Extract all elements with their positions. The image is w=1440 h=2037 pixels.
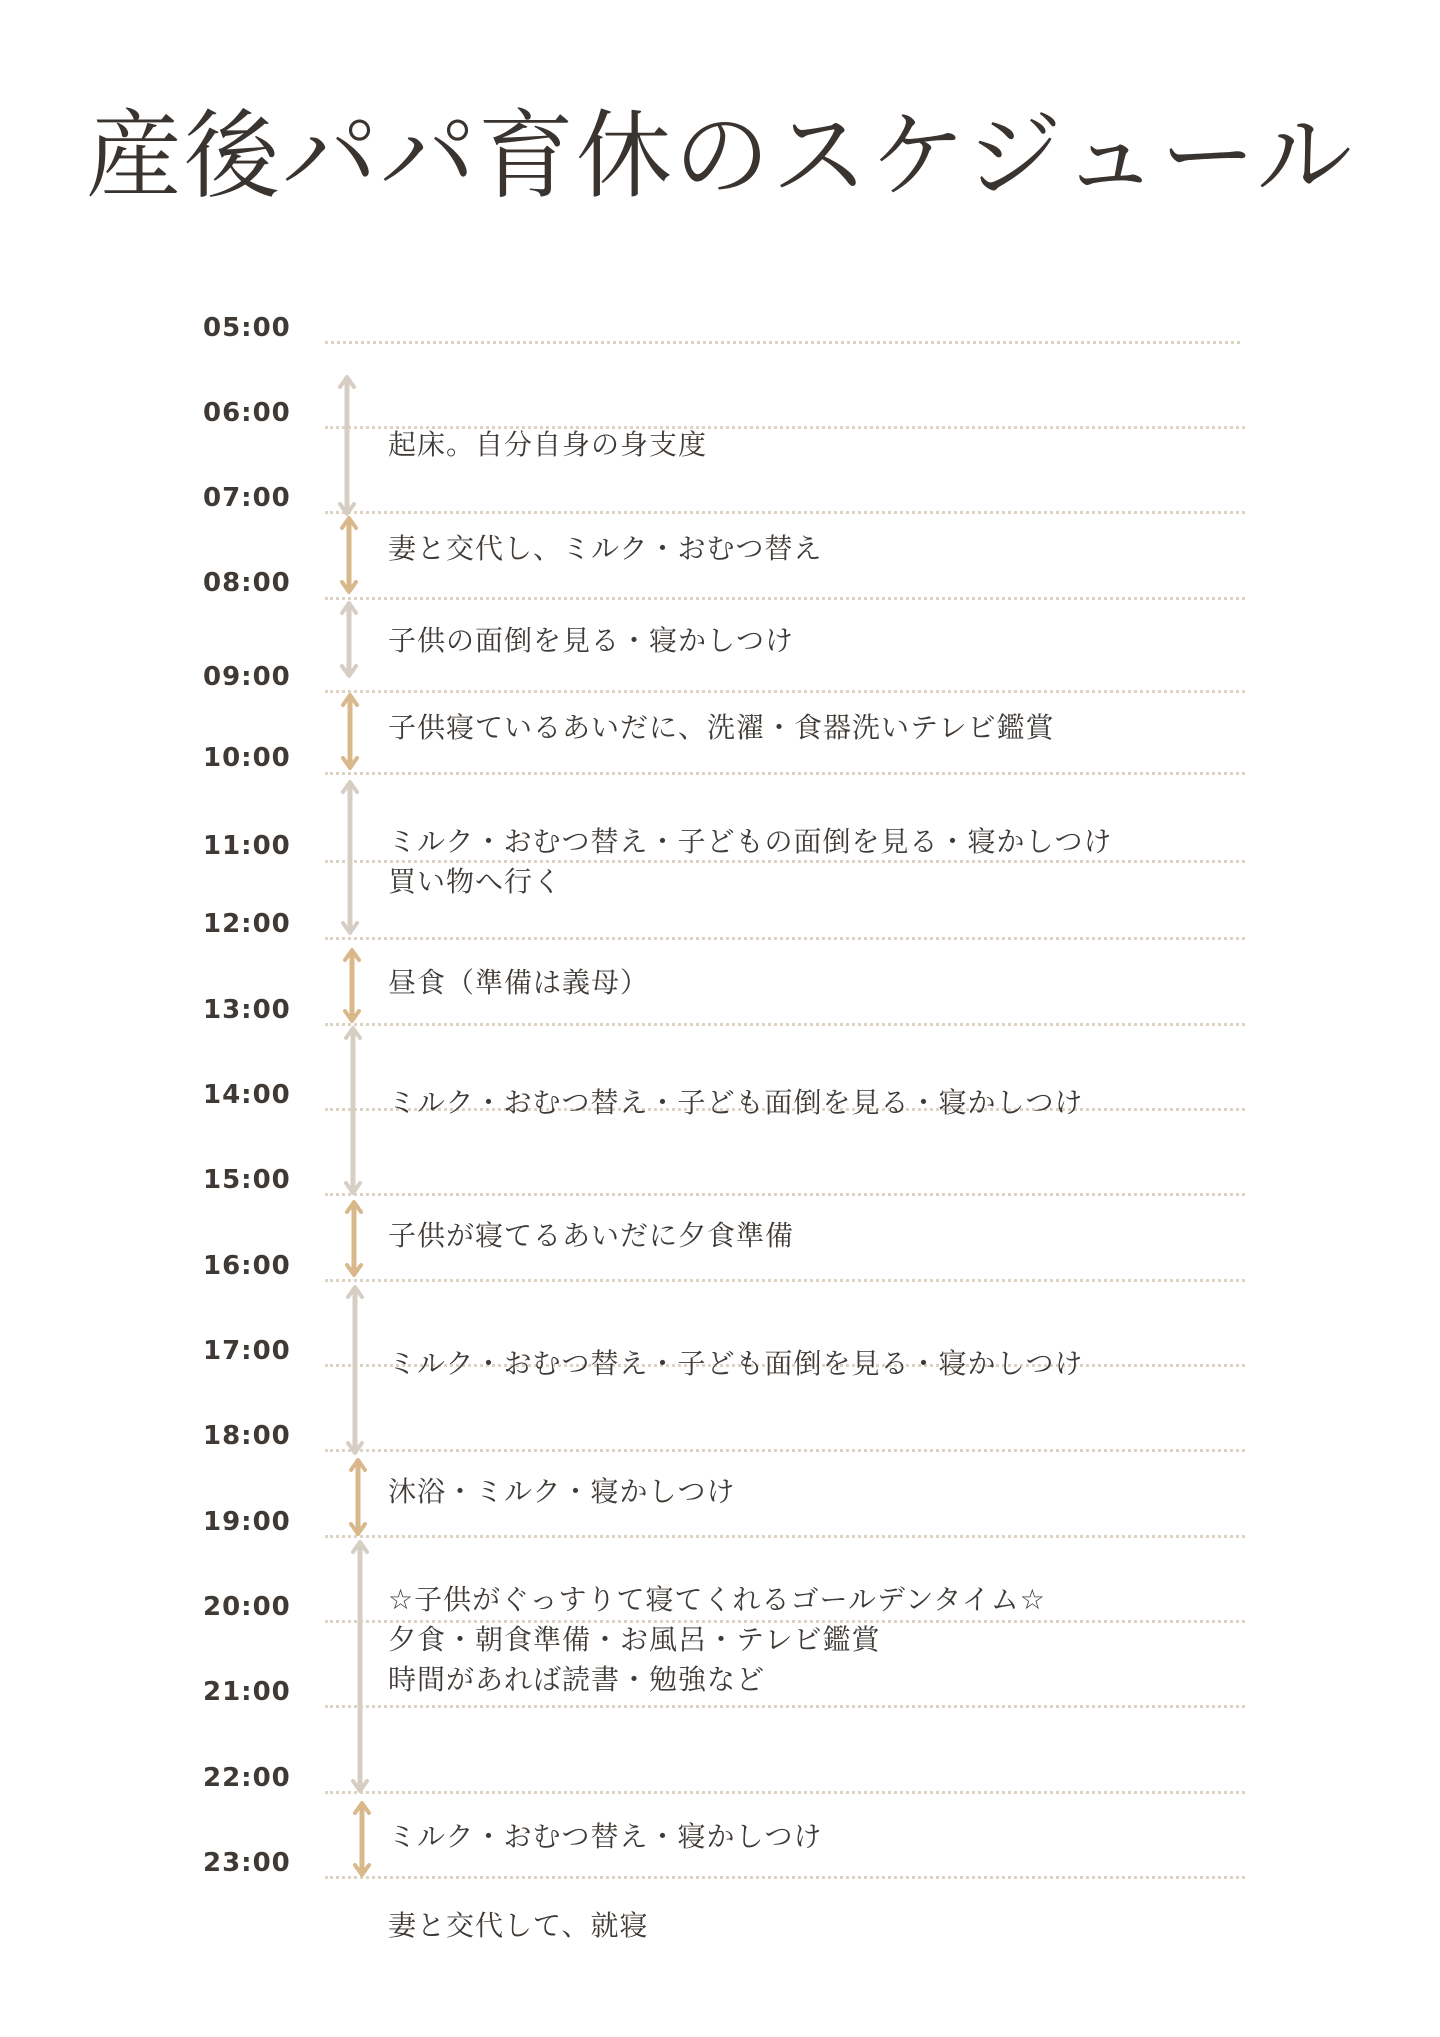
time-label-1700: 17:00 [203,1336,291,1366]
activity-watch-child: 子供の面倒を見る・寝かしつけ [388,624,795,657]
activity-lunch: 昼食（準備は義母） [388,966,650,999]
activity-milk-diaper-night: ミルク・おむつ替え・寝かしつけ [388,1820,823,1853]
time-label-0600: 06:00 [203,398,291,428]
time-label-2100: 21:00 [203,1677,291,1707]
time-label-1500: 15:00 [203,1165,291,1195]
time-label-1300: 13:00 [203,995,291,1025]
time-label-1400: 14:00 [203,1080,291,1110]
time-label-0900: 09:00 [203,662,291,692]
time-label-1000: 10:00 [203,743,291,773]
time-label-1900: 19:00 [203,1507,291,1537]
activity-bath-milk: 沐浴・ミルク・寝かしつけ [388,1475,736,1508]
time-label-2300: 23:00 [203,1848,291,1878]
time-label-2000: 20:00 [203,1592,291,1622]
time-label-0700: 07:00 [203,483,291,513]
activity-swap-with-wife: 妻と交代し、ミルク・おむつ替え [388,532,823,565]
time-label-1100: 11:00 [203,831,291,861]
time-label-1200: 12:00 [203,909,291,939]
time-label-1800: 18:00 [203,1421,291,1451]
time-label-2200: 22:00 [203,1763,291,1793]
time-label-0800: 08:00 [203,568,291,598]
time-label-1600: 16:00 [203,1251,291,1281]
page-title: 産後パパ育休のスケジュール [85,100,1355,212]
activity-laundry-dishes: 子供寝ているあいだに、洗濯・食器洗いテレビ鑑賞 [388,711,1055,744]
time-label-0500: 05:00 [203,313,291,343]
activity-milk-diaper-shopping: ミルク・おむつ替え・子どもの面倒を見る・寝かしつけ 買い物へ行く [388,825,1113,898]
activity-golden-time: ☆子供がぐっすりて寝てくれるゴールデンタイム☆ 夕食・朝食準備・お風呂・テレビ鑑賞 時間があれば読書・勉強など [388,1583,1046,1696]
activity-dinner-prep: 子供が寝てるあいだに夕食準備 [388,1219,795,1252]
activity-swap-and-sleep: 妻と交代して、就寝 [388,1909,649,1942]
activity-milk-diaper-evening: ミルク・おむつ替え・子ども面倒を見る・寝かしつけ [388,1347,1084,1380]
activity-wake-up: 起床。自分自身の身支度 [388,428,708,461]
activity-milk-diaper-afternoon: ミルク・おむつ替え・子ども面倒を見る・寝かしつけ [388,1086,1084,1119]
